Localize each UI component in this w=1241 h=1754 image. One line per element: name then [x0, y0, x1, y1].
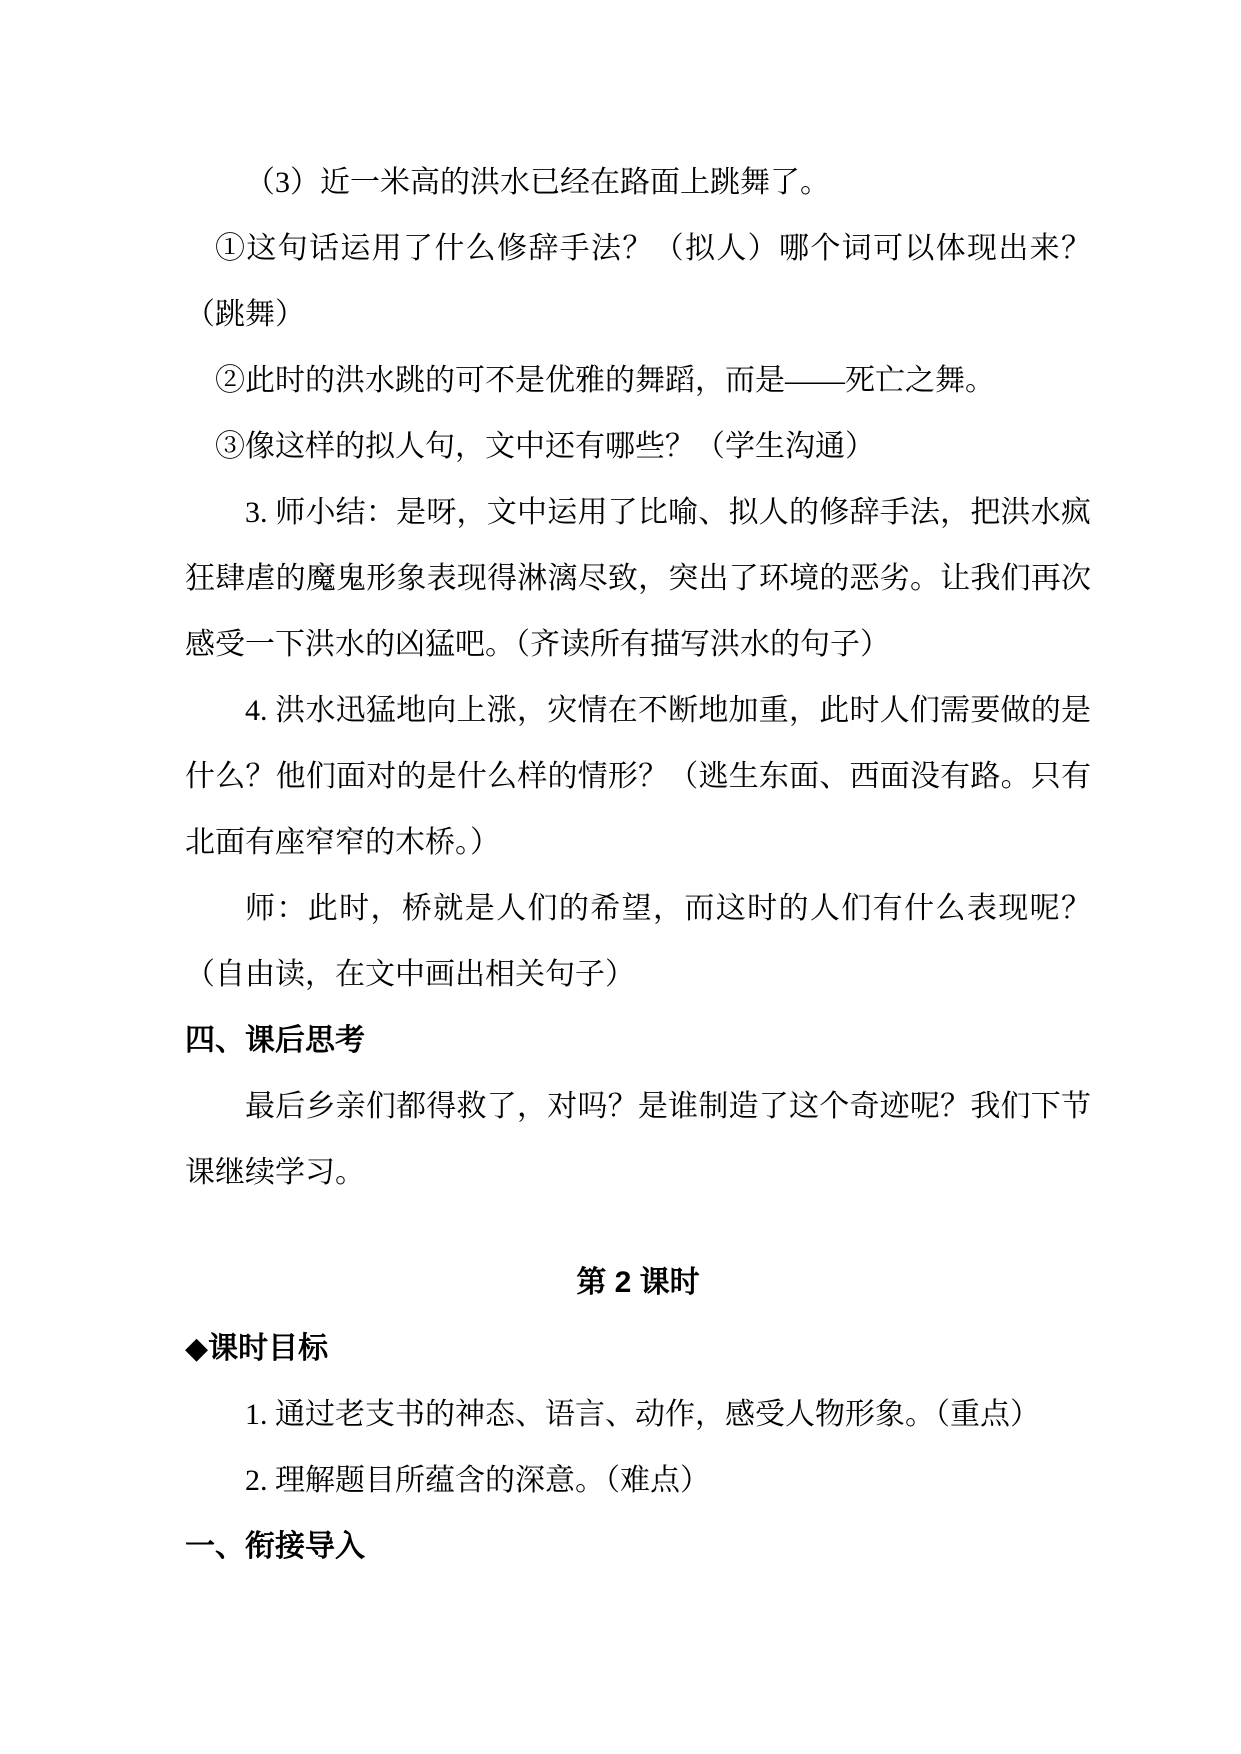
section-heading-lead-in: 一、衔接导入	[185, 1530, 365, 1563]
lesson-2-heading: 第 2 课时	[576, 1266, 700, 1299]
paragraph-teacher-summary: 3. 师小结：是呀，文中运用了比喻、拟人的修辞手法，把洪水疯狂肆虐的魔鬼形象表现得淋漓尽致，突出了环境的恶劣。让我们再次感受一下洪水的凶猛吧。（齐读所有描写洪水的句子）	[185, 496, 1091, 661]
paragraph-sentence-3: （3）近一米高的洪水已经在路面上跳舞了。	[245, 166, 830, 199]
paragraph-goal-1: 1. 通过老支书的神态、语言、动作，感受人物形象。（重点）	[245, 1398, 1040, 1431]
paragraph-flood-rising: 4. 洪水迅猛地向上涨，灾情在不断地加重，此时人们需要做的是什么？他们面对的是什么样的情形？（逃生东面、西面没有路。只有北面有座窄窄的木桥。）	[185, 694, 1091, 859]
paragraph-goal-2: 2. 理解题目所蕴含的深意。（难点）	[245, 1464, 710, 1497]
paragraph-question-2: ②此时的洪水跳的可不是优雅的舞蹈，而是——死亡之舞。	[215, 364, 995, 397]
paragraph-question-1: ①这句话运用了什么修辞手法？（拟人）哪个词可以体现出来？（跳舞）	[185, 232, 1091, 331]
paragraph-teacher-bridge-hope: 师：此时，桥就是人们的希望，而这时的人们有什么表现呢？（自由读，在文中画出相关句子）	[185, 892, 1091, 991]
section-heading-lesson-goals: ◆课时目标	[185, 1332, 329, 1365]
section-heading-after-class-thinking: 四、课后思考	[185, 1024, 365, 1057]
paragraph-after-class-question: 最后乡亲们都得救了，对吗？是谁制造了这个奇迹呢？我们下节课继续学习。	[185, 1090, 1091, 1189]
paragraph-question-3: ③像这样的拟人句，文中还有哪些？（学生沟通）	[215, 430, 875, 463]
